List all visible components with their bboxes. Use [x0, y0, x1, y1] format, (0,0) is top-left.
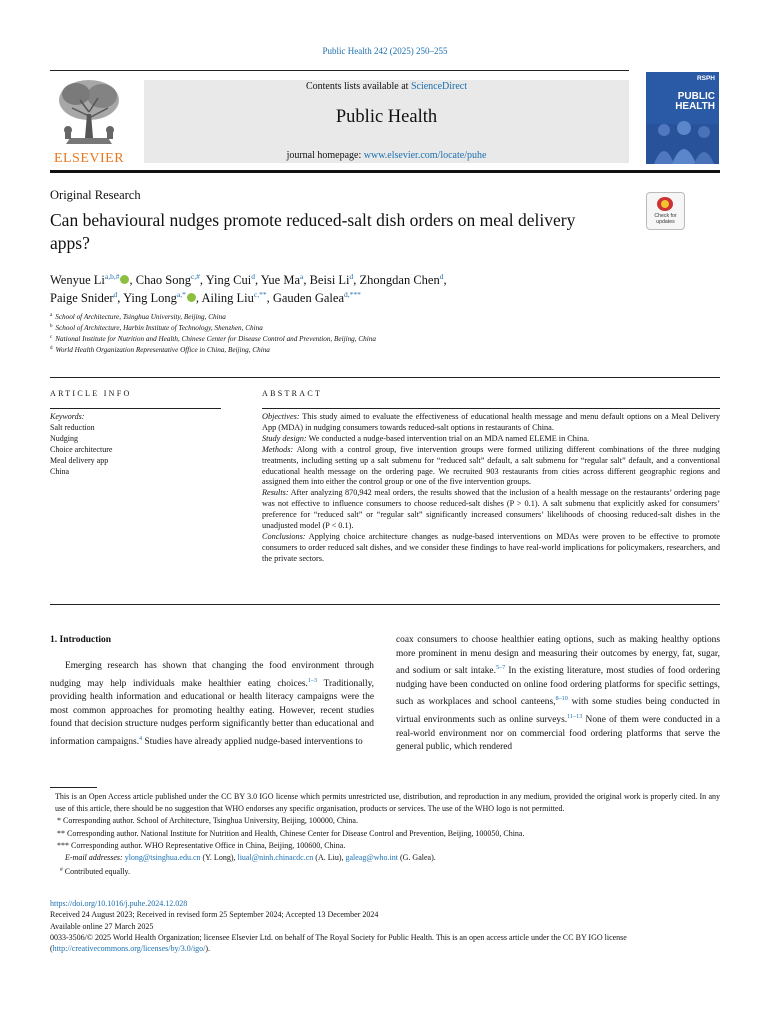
keywords-block — [50, 412, 112, 477]
affiliation-mark: a — [50, 313, 53, 318]
check-updates-icon — [657, 197, 673, 211]
abstract-text: Applying choice architecture changes as nudge-based interventions on MDAs were proven to be effective to promote consumers to order reduced salt dishes, and we consider these findings to have real-world implications for policymakers, researchers, and the private sectors. — [262, 531, 720, 563]
body-text: Studies have already applied nudge-based interventions to — [142, 736, 363, 747]
section-heading-introduction: 1. Introduction — [50, 635, 112, 645]
body-text: coax consumers to choose healthier eating options, such as making healthy options more prominent in menu design and measuring their outcomes by energy, fat, sugar, and sodium or salt intake. — [396, 635, 720, 677]
abstract-end-rule — [50, 604, 720, 605]
footnotes — [50, 791, 720, 878]
online-date: Available online 27 March 2025 — [50, 921, 154, 931]
keyword-item: China — [50, 466, 70, 476]
body-text: None of them were conducted in a real-world environment nor on commercial food ordering platforms that serve the general public, which rendered — [396, 714, 720, 753]
affiliation-mark: d — [50, 346, 53, 351]
check-updates-label: Check for updates — [654, 213, 677, 225]
elsevier-tree-icon — [50, 78, 128, 146]
author-affiliation-marks[interactable]: a,* — [176, 290, 186, 299]
author-name: Ying Cui — [205, 273, 252, 287]
article-metadata — [50, 898, 720, 954]
journal-masthead — [144, 80, 629, 163]
abstract-objectives — [262, 412, 720, 434]
body-text: with some studies being conducted in virtual environments such as online surveys. — [396, 697, 720, 725]
author-separator: , — [195, 291, 202, 305]
article-title: Can behavioural nudges promote reduced-salt dish orders on meal delivery apps? — [50, 210, 576, 253]
author[interactable] — [136, 273, 206, 287]
author-name: Wenyue Li — [50, 273, 105, 287]
journal-title: Public Health — [335, 107, 438, 127]
author-affiliation-marks[interactable]: a,b,# — [104, 272, 120, 281]
abstract-label: Methods: — [262, 444, 294, 454]
abstract-body — [262, 412, 720, 565]
author-separator: , — [117, 291, 124, 305]
email-link[interactable]: galeag@who.int — [345, 853, 398, 863]
contribution-note — [50, 864, 720, 878]
author-affiliation-marks[interactable]: d — [251, 272, 255, 281]
homepage-link[interactable]: www.elsevier.com/locate/puhe — [363, 150, 487, 161]
license-link[interactable]: http://creativecommons.org/licenses/by/3.0/igo/ — [52, 944, 206, 954]
abstract-design — [262, 434, 720, 445]
author[interactable] — [261, 273, 310, 287]
body-column-left — [50, 660, 374, 750]
affiliation-text: World Health Organization Representative Office in China, Beijing, China — [55, 346, 270, 354]
body-text: Emerging research has shown that changing the food environment through nudging may help individuals make healthier eating choices. — [50, 661, 374, 689]
citation-link[interactable]: 5–7 — [495, 664, 506, 672]
author-affiliation-marks[interactable]: a — [300, 272, 304, 281]
cover-title-line-2: HEALTH — [675, 101, 715, 112]
author-affiliation-marks[interactable]: d,*** — [344, 290, 361, 299]
author-affiliation-marks[interactable]: d — [439, 272, 444, 281]
orcid-icon[interactable] — [187, 293, 196, 302]
body-text: In the existing literature, most studies of food ordering nudging have been conducted on online food ordering platforms for specific settings, such as workplaces and school canteens, — [396, 666, 721, 708]
masthead-rule — [50, 170, 720, 173]
license-end: ). — [205, 944, 211, 954]
received-dates: Received 24 August 2023; Received in revised form 25 September 2024; Accepted 13 December 2024 — [50, 910, 379, 920]
author[interactable] — [273, 291, 361, 305]
keywords-label: Keywords: — [50, 412, 85, 421]
abstract-methods — [262, 445, 720, 489]
author-name: Paige Snider — [50, 291, 114, 305]
affiliation-text: School of Architecture, Harbin Institute of Technology, Shenzhen, China — [55, 324, 263, 332]
author-affiliation-marks[interactable]: c,# — [190, 272, 200, 281]
author-name: Gauden Galea — [272, 291, 345, 305]
author[interactable] — [206, 273, 261, 287]
keyword-item: Salt reduction — [50, 422, 95, 432]
article-type: Original Research — [50, 188, 141, 202]
body-column-right — [396, 634, 720, 755]
top-rule — [50, 70, 629, 71]
author-separator: , — [129, 273, 136, 287]
author-name: Zhongdan Chen — [359, 273, 440, 287]
elsevier-logo[interactable] — [50, 78, 128, 164]
author-separator: , — [199, 273, 206, 287]
affiliation-text: National Institute for Nutrition and Health, Chinese Center for Disease Control and Prevention, Beijing, China — [55, 335, 376, 343]
contribution-text: Contributed equally. — [64, 867, 130, 877]
article-info-rule — [50, 377, 720, 378]
abstract-heading: ABSTRACT — [262, 389, 323, 398]
author-affiliation-marks[interactable]: d — [113, 290, 118, 299]
keyword-item: Choice architecture — [50, 444, 113, 454]
affiliation-text: School of Architecture, Tsinghua University, Beijing, China — [55, 313, 226, 321]
author[interactable] — [310, 273, 360, 287]
abstract-rule — [262, 408, 720, 409]
author-separator: , — [254, 273, 261, 287]
abstract-label: Conclusions: — [262, 531, 306, 541]
corresponding-author-note: * Corresponding author. School of Architecture, Tsinghua University, Beijing, 100000, China. — [57, 816, 358, 826]
email-owner: (A. Liu), — [313, 853, 346, 863]
journal-cover[interactable] — [646, 72, 719, 164]
affiliation-c — [50, 335, 376, 343]
affiliation-d — [50, 346, 270, 354]
author-list-line-2 — [50, 286, 361, 307]
keyword-item: Nudging — [50, 433, 78, 443]
affiliation-mark: b — [50, 324, 53, 329]
author-name: Yue Ma — [260, 273, 300, 287]
author-name: Beisi Li — [309, 273, 350, 287]
affiliation-b — [50, 324, 263, 332]
keyword-item: Meal delivery app — [50, 455, 109, 465]
email-label: E-mail addresses: — [65, 853, 123, 863]
author-separator: , — [266, 291, 273, 305]
license-statement — [50, 932, 720, 955]
citation-link[interactable]: 4 — [139, 734, 143, 742]
footnote-rule — [50, 787, 97, 788]
author[interactable] — [201, 291, 272, 305]
author-name: Ying Long — [123, 291, 177, 305]
author-name: Chao Song — [135, 273, 191, 287]
abstract-text: We conducted a nudge-based intervention trial on an MDA named ELEME in China. — [306, 433, 590, 443]
email-addresses — [50, 852, 720, 864]
body-text: Traditionally, providing health information and educational or health literacy campaigns were the most common approaches for promoting healthy eating. However, recent studies found that decision structure nudges perform significantly better than educational and information campaigns. — [50, 678, 374, 747]
author-affiliation-marks[interactable]: c,** — [253, 290, 267, 299]
journal-citation[interactable]: Public Health 242 (2025) 250–255 — [322, 46, 448, 56]
citation-link[interactable]: 8–10 — [555, 695, 568, 703]
author-name: Ailing Liu — [201, 291, 254, 305]
corresponding-author-note: ** Corresponding author. National Institute for Nutrition and Health, Chinese Center for Disease Control and Prevention, Beijing, 100050, China. — [57, 828, 525, 838]
abstract-text: After analyzing 870,942 meal orders, the results showed that the inclusion of a health message on the restaurants’ ordering page was not effective to influence consumers to choose reduced-salt dishes (P > 0.1). A salt submenu that explicitly asked for consumers’ preference for “reduced salt” or “regular salt” significantly increased consumers’ likelihoods of choosing reduced-salt dishes in the unadjusted model (P < 0.1). — [262, 488, 720, 531]
author-affiliation-marks[interactable]: d — [349, 272, 354, 281]
email-link[interactable]: liual@ninh.chinacdc.cn — [237, 853, 314, 863]
abstract-text: This study aimed to evaluate the effectiveness of educational health message and menu default options on a Meal Delivery App (MDA) in nudging consumers towards reduced-salt options in restaurants of China. — [262, 412, 720, 432]
cover-title-line-1: PUBLIC — [677, 91, 715, 102]
author-separator: , — [303, 273, 310, 287]
keywords-rule — [50, 408, 221, 409]
contents-prefix: Contents lists available at — [305, 81, 411, 92]
abstract-conclusions — [262, 532, 720, 565]
cover-people-graphic — [650, 116, 716, 164]
author[interactable] — [123, 291, 201, 305]
abstract-label: Results: — [262, 488, 289, 498]
open-access-note: This is an Open Access article published under the CC BY 3.0 IGO license which permits unrestricted use, distribution, and reproduction in any medium, provided the original work is properly cited. In any use of this article, there should be no suggestion that WHO endorses any specific organisation, products or services. The use of the WHO logo is not permitted. — [55, 792, 720, 814]
email-owner: (Y. Long), — [200, 853, 238, 863]
email-owner: (G. Galea). — [397, 853, 436, 863]
abstract-results — [262, 488, 720, 532]
author-separator: , — [353, 273, 360, 287]
abstract-label: Objectives: — [262, 412, 300, 421]
citation-link[interactable]: 1–3 — [307, 676, 318, 684]
homepage-line — [144, 150, 629, 161]
citation-link[interactable]: 11–13 — [567, 712, 583, 720]
cover-society: RSPH — [696, 75, 715, 82]
author[interactable] — [360, 273, 447, 287]
abstract-text: Along with a control group, five intervention groups were formed utilizing different combinations of the three nudging treatments, including setting up a salt submenu for “reduced salt” default, a salt submenu for “regular salt” default, and a conventional educational health message on the ordering page. We recruited 903 restaurants from cities across different geographic regions and assigned them into either the control group or one of the five intervention groups. — [262, 444, 720, 487]
affiliation-a — [50, 313, 226, 321]
affiliation-mark: c — [50, 335, 53, 340]
homepage-prefix: journal homepage: — [286, 150, 364, 161]
author[interactable] — [50, 291, 123, 305]
article-info-heading: ARTICLE INFO — [50, 389, 132, 398]
author-separator: , — [443, 273, 447, 287]
license-text: 0033-3506/© 2025 World Health Organization; licensee Elsevier Ltd. on behalf of The Royal Society for Public Health. This is an open access article under the CC BY IGO license ( — [50, 932, 627, 954]
contribution-mark: # — [60, 867, 63, 874]
sciencedirect-link[interactable]: ScienceDirect — [410, 81, 468, 92]
email-link[interactable]: ylong@tsinghua.edu.cn — [124, 853, 201, 863]
author[interactable] — [50, 273, 136, 287]
doi-link[interactable]: https://doi.org/10.1016/j.puhe.2024.12.028 — [50, 899, 188, 908]
corresponding-author-note: *** Corresponding author. WHO Representative Office in China, Beijing, 100600, China. — [57, 840, 346, 850]
contents-line — [144, 81, 629, 92]
abstract-label: Study design: — [262, 433, 307, 443]
elsevier-wordmark: ELSEVIER — [53, 151, 125, 166]
check-for-updates-button[interactable] — [646, 192, 685, 230]
